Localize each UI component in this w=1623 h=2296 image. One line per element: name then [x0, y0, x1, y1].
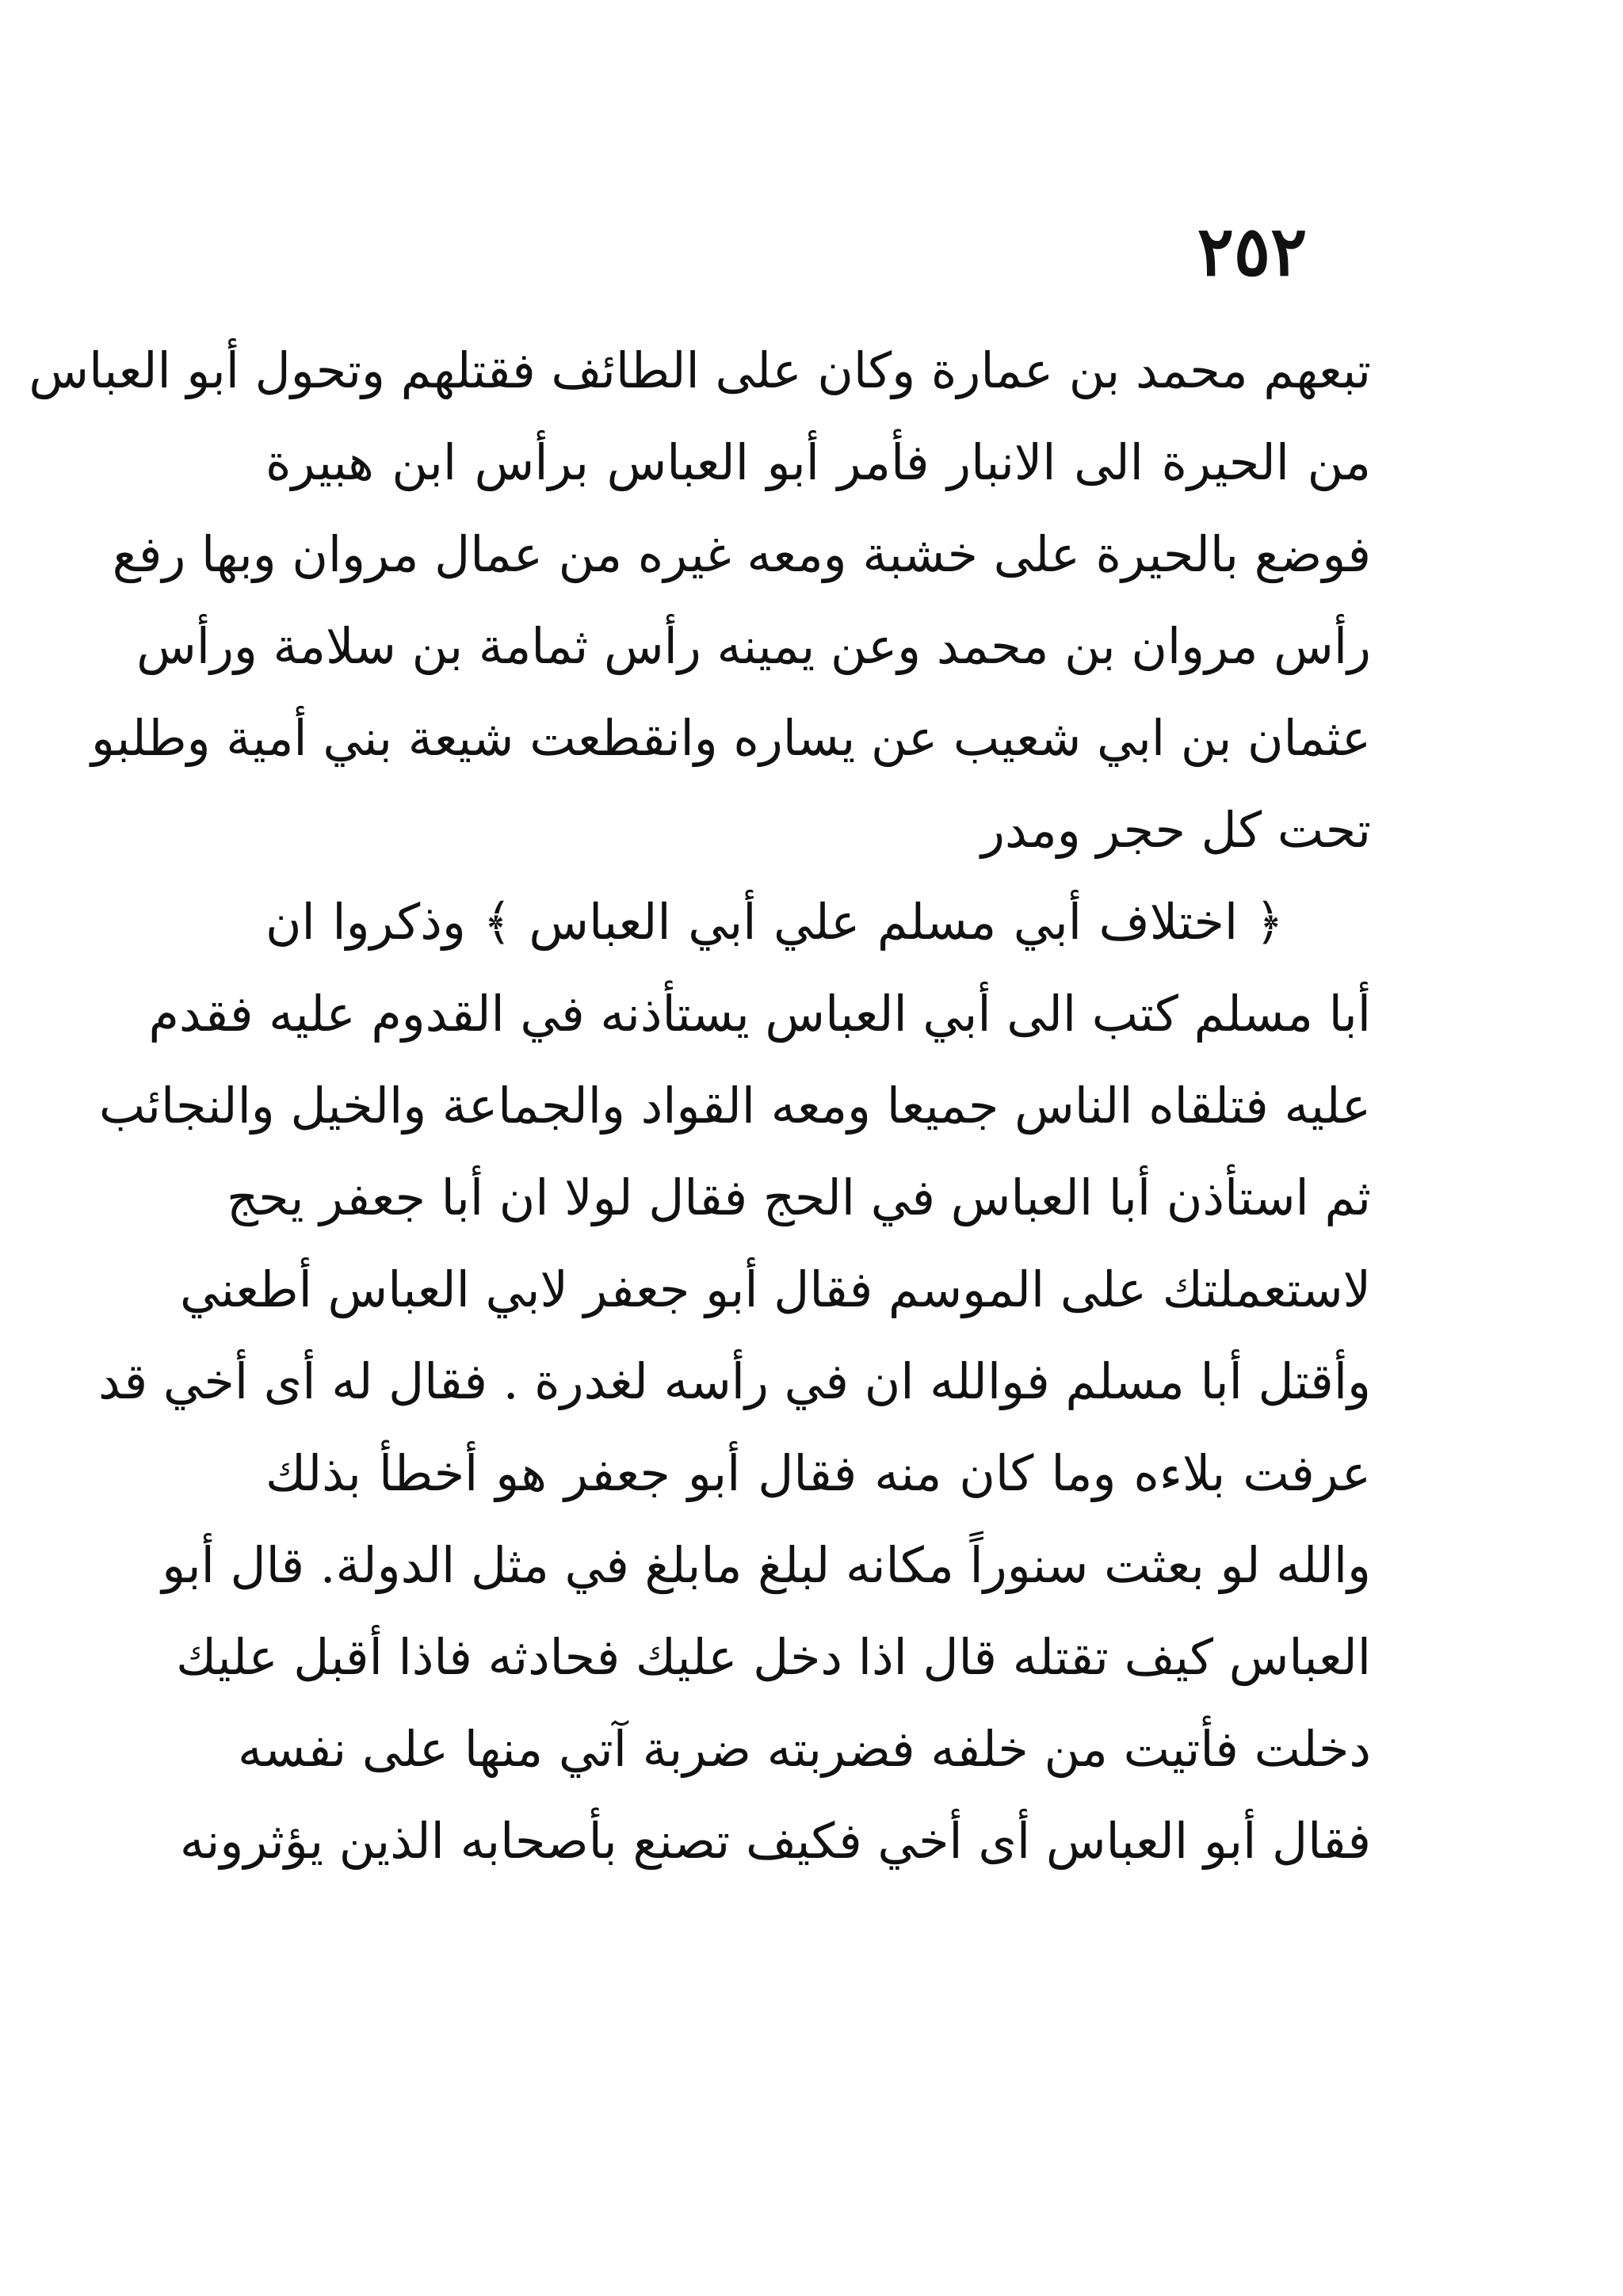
text-line: عرفت بلاءه وما كان منه فقال أبو جعفر هو أخطأ بذلك [265, 1444, 1371, 1502]
text-line: والله لو بعثت سنوراً مكانه لبلغ مابلغ في مثل الدولة. قال أبو [162, 1536, 1371, 1594]
text-line: أبا مسلم كتب الى أبي العباس يستأذنه في القدوم عليه فقدم [148, 985, 1371, 1043]
text-line: لاستعملتك على الموسم فقال أبو جعفر لابي العباس أطعني [179, 1261, 1371, 1318]
text-line: العباس كيف تقتله قال اذا دخل عليك فحادثه فاذا أقبل عليك [176, 1628, 1371, 1686]
text-line: فوضع بالحيرة على خشبة ومعه غيره من عمال مروان وبها رفع [112, 525, 1371, 583]
page-number: ٢٥٢ [1197, 212, 1308, 292]
text-line: دخلت فأتيت من خلفه فضربته ضربة آتي منها على نفسه [237, 1720, 1371, 1778]
body-text [29, 325, 1371, 1887]
section-heading-line: ﴿ اختلاف أبي مسلم علي أبي العباس ﴾ وذكروا ان [265, 893, 1284, 951]
text-line: رأس مروان بن محمد وعن يمينه رأس ثمامة بن سلامة ورأس [136, 617, 1371, 675]
text-line: تحت كل حجر ومدر [981, 801, 1371, 859]
text-line: فقال أبو العباس أى أخي فكيف تصنع بأصحابه الذين يؤثرونه [179, 1812, 1371, 1870]
text-line: وأقتل أبا مسلم فوالله ان في رأسه لغدرة . فقال له أى أخي قد [97, 1352, 1371, 1410]
text-line: عليه فتلقاه الناس جميعا ومعه القواد والجماعة والخيل والنجائب [98, 1077, 1371, 1135]
text-line: من الحيرة الى الانبار فأمر أبو العباس برأس ابن هبيرة [265, 433, 1371, 491]
text-line: عثمان بن ابي شعيب عن يساره وانقطعت شيعة بني أمية وطلبو [91, 709, 1371, 767]
text-line: ثم استأذن أبا العباس في الحج فقال لولا ان أبا جعفر يحج [227, 1169, 1371, 1226]
text-line: تبعهم محمد بن عمارة وكان على الطائف فقتلهم وتحول أبو العباس [29, 341, 1371, 399]
